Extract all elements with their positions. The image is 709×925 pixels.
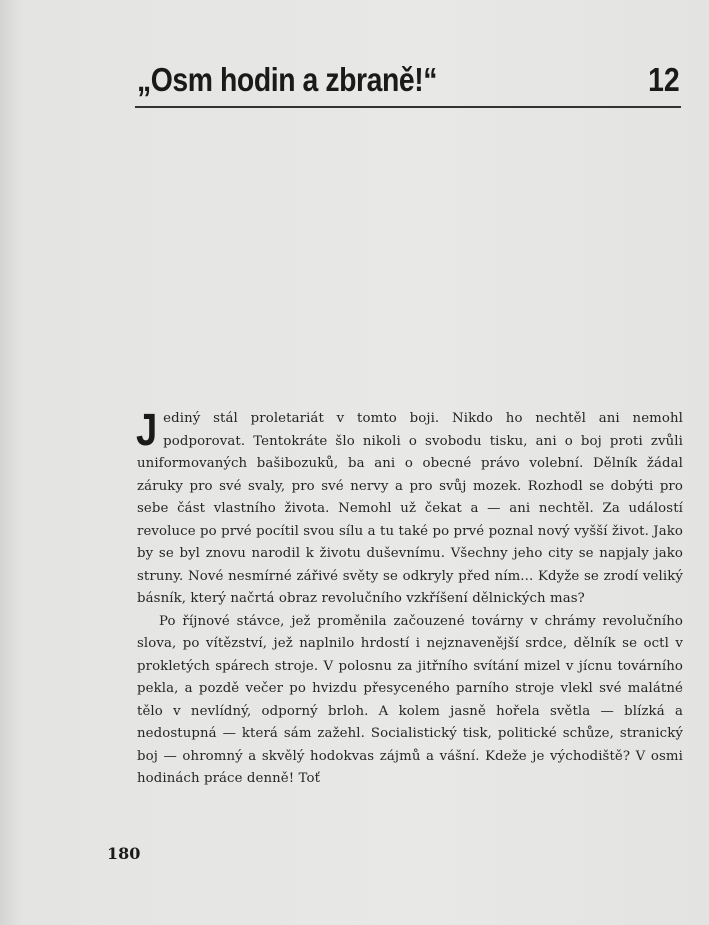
paragraph-1-text: ediný stál proletariát v tomto boji. Nikdo ho nechtěl ani nemohl podporovat. Tentokráte šlo nikoli o svobodu tisku, ani o boj proti zvůli uniformovaných bašibozuků, ba ani o obecné právo volební. Dělník žádal záruky pro své svaly, pro své nervy a pro svůj mozek. Rozhodl se dobýti pro sebe část vlastního života. Nemohl už čekat a — ani nechtěl. Za událostí revoluce po prvé pocítil svou sílu a tu také po prvé poznal nový vyšší život. Jako by se byl znovu narodil k životu duševnímu. Všechny jeho city se napjaly jako struny. Nové nesmírné zářivé světy se odkryly před ním... Kdyže se zrodí veliký básník, který načrtá obraz revolučního vzkříšení dělnických mas? (137, 411, 683, 606)
chapter-title: „Osm hodin a zbraně!“ (137, 61, 438, 98)
paragraph-1 (136, 404, 683, 611)
chapter-number: 12 (648, 61, 680, 98)
drop-cap: J (136, 404, 158, 455)
body-text (136, 404, 683, 791)
title-underline (135, 106, 681, 108)
page-number: 180 (107, 844, 141, 863)
paragraph-2: Po říjnové stávce, jež proměnila začouzené továrny v chrámy revolučního slova, po vítězství, jež naplnilo hrdostí i nejznavenější srdce, dělník se octl v prokletých spárech stroje. V polosnu za jitřního svítání mizel v jícnu továrního pekla, a pozdě večer po hvizdu přesyceného parního stroje vlekl své malátné tělo v nevlídný, odporný brloh. A kolem jasně hořela světla — blízká a nedostupná — která sám zažehl. Socialistický tisk, politické schůze, stranický boj — ohromný a skvělý hodokvas zájmů a vášní. Kdeže je východiště? V osmi hodinách práce denně! Toť (137, 613, 683, 786)
